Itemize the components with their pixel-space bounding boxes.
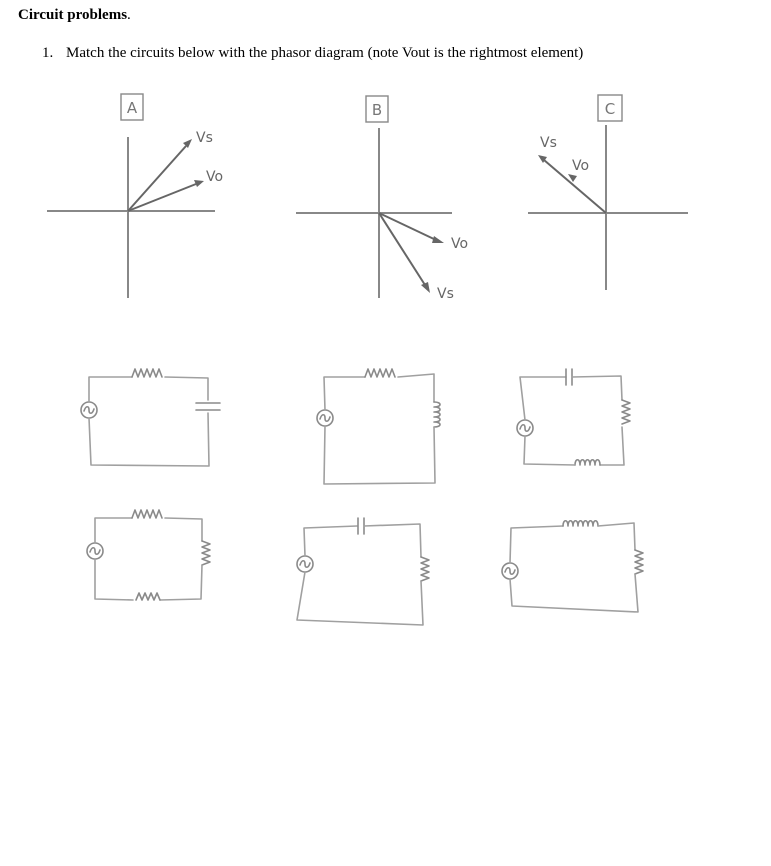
circuit1-ac-source-icon [81,402,97,418]
diagram-b-vs-arrowhead [421,282,430,293]
diagram-c-vs-label: Vs [540,135,557,151]
circuit2-ac-source-icon [317,410,333,426]
circuit4-wire [95,518,132,543]
circuit5-wire [297,572,423,625]
circuit2-resistor-icon [365,369,395,377]
circuit3-resistor-icon [622,400,630,424]
circuit2-wire [324,377,365,410]
diagram-c-vo-label: Vo [572,158,590,174]
diagram-a-vs-vector [128,146,186,211]
circuit5-resistor-icon [421,557,429,581]
circuit4-wire [160,565,202,600]
diagram-a-label: A [126,99,138,117]
diagram-c-label: C [604,100,616,118]
circuit2-wire [324,426,435,484]
circuit1-resistor-icon [132,369,162,377]
circuit4-resistor-right-icon [202,541,210,565]
circuit5-wire [364,524,421,557]
diagram-b-label: B [371,101,383,119]
circuit4-wire [95,559,133,600]
circuit1-wire [89,377,132,402]
circuit3-wire [600,427,624,465]
circuit2-wire [398,374,434,402]
circuit-row1-col2 [317,369,440,484]
heading-period: . [127,7,131,23]
circuit6-wire [510,526,563,563]
circuit6-ac-source-icon [502,563,518,579]
diagram-b-vs-label: Vs [437,286,454,302]
circuit4-resistor-bottom-icon [136,593,160,600]
circuit4-ac-source-icon [87,543,103,559]
phasor-diagram-c [528,95,688,290]
diagram-a-vs-label: Vs [196,130,213,146]
circuit3-wire [520,377,566,420]
circuit6-inductor-icon [563,521,598,526]
circuit6-wire [598,523,635,550]
circuit-row2-col2 [297,518,429,625]
circuit2-inductor-icon [434,402,440,427]
phasor-diagram-a [47,94,223,298]
circuit3-ac-source-icon [517,420,533,436]
circuit4-resistor-top-icon [132,510,162,518]
circuit5-ac-source-icon [297,556,313,572]
diagram-a-vo-arrowhead [194,180,204,187]
circuit3-wire [572,376,622,400]
circuit1-wire [89,413,209,466]
circuit4-wire [165,518,202,541]
diagram-a-vo-vector [128,184,196,211]
question-text: Match the circuits below with the phasor diagram (note Vout is the rightmost element) [66,45,584,61]
circuit5-wire [304,526,357,556]
circuit6-wire [510,574,638,612]
diagram-b-vo-label: Vo [451,236,469,252]
question-number: 1. [42,45,54,61]
circuit-row2-col3 [502,521,643,612]
circuit3-wire [524,436,575,465]
diagram-a-vo-label: Vo [206,169,224,185]
circuit-row2-col1 [87,510,210,600]
circuit6-resistor-icon [635,550,643,574]
heading-title: Circuit problems [18,7,128,23]
circuit-row1-col3 [517,369,630,465]
circuit-row1-col1 [81,369,220,466]
circuit1-wire [165,377,208,400]
phasor-diagram-b [296,96,468,302]
diagram-b-vo-arrowhead [432,236,444,243]
circuit3-inductor-icon [575,460,600,465]
